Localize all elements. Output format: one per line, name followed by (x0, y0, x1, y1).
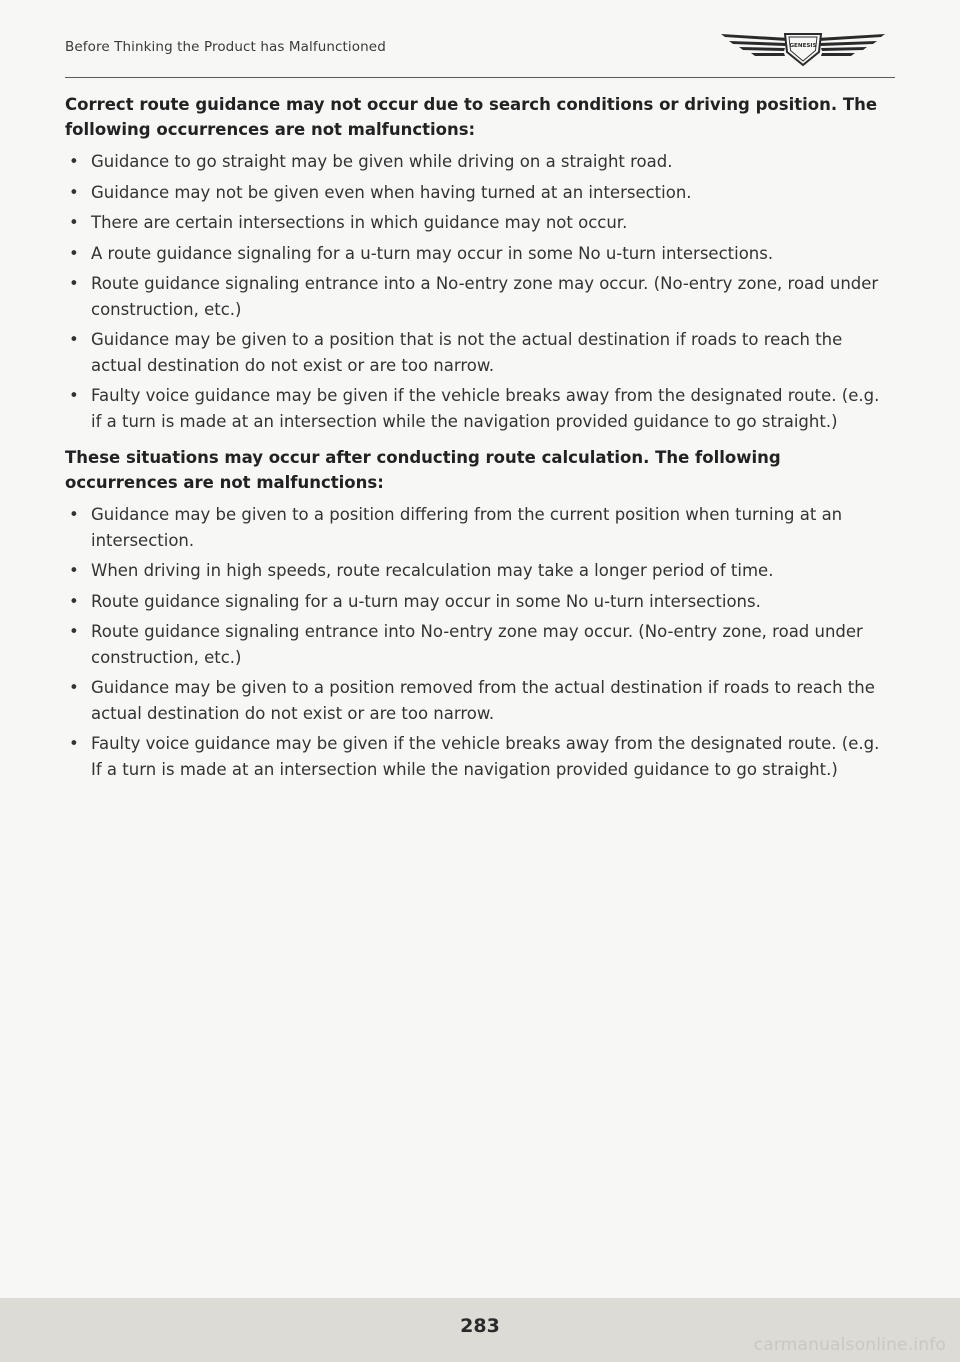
page-header (65, 28, 895, 78)
bullet-icon: • (69, 622, 79, 641)
list-item (65, 327, 890, 378)
list-item-text: Guidance may not be given even when having turned at an intersection. (91, 182, 692, 202)
header-title: Before Thinking the Product has Malfunctioned (65, 39, 386, 55)
list-item (65, 619, 890, 670)
list-item-text: Route guidance signaling entrance into No-entry zone may occur. (No-entry zone, road under construction, etc.) (91, 622, 863, 667)
list-item (65, 241, 890, 267)
list-item-text: A route guidance signaling for a u-turn may occur in some No u-turn intersections. (91, 243, 774, 263)
list-item (65, 210, 890, 236)
bullet-icon: • (69, 213, 79, 232)
section-heading: Correct route guidance may not occur due to search conditions or driving position. The following occurrences are not malfunctions: (65, 95, 878, 139)
list-item (65, 180, 890, 206)
section-heading: These situations may occur after conducting route calculation. The following occurrences are not malfunctions: (65, 448, 781, 492)
bullet-icon: • (69, 561, 79, 580)
list-item (65, 383, 890, 434)
list-item (65, 675, 890, 726)
content (65, 92, 890, 787)
bullet-icon: • (69, 591, 79, 611)
bullet-icon: • (69, 386, 79, 405)
section-1 (65, 92, 890, 434)
watermark: carmanualsonline.info (753, 1335, 946, 1355)
bullet-icon: • (69, 152, 79, 171)
list-item (65, 731, 890, 782)
section-2 (65, 445, 890, 782)
bullet-icon: • (69, 678, 79, 697)
bullet-icon: • (69, 182, 79, 202)
list-item-text: There are certain intersections in which guidance may not occur. (91, 213, 628, 232)
genesis-logo (719, 28, 887, 68)
logo-text: GENESIS (789, 43, 817, 49)
bullet-icon: • (69, 243, 79, 263)
list-item (65, 271, 890, 322)
bullet-icon: • (69, 505, 79, 524)
list-item (65, 502, 890, 553)
bullet-icon: • (69, 330, 79, 349)
list-item-text: Route guidance signaling entrance into a No-entry zone may occur. (No-entry zone, road under construction, etc.) (91, 274, 879, 319)
list-item (65, 558, 890, 584)
bullet-list (65, 502, 890, 782)
list-item-text: When driving in high speeds, route recalculation may take a longer period of time. (91, 561, 774, 580)
list-item-text: Guidance may be given to a position differing from the current position when turning at an intersection. (91, 505, 843, 550)
list-item-text: Faulty voice guidance may be given if the vehicle breaks away from the designated route. (e.g. if a turn is made at an intersection while the navigation provided guidance to go straight.) (91, 386, 880, 431)
footer-bar (0, 1298, 960, 1362)
list-item (65, 149, 890, 175)
page-number: 283 (460, 1315, 500, 1337)
list-item-text: Guidance to go straight may be given while driving on a straight road. (91, 152, 673, 171)
bullet-icon: • (69, 274, 79, 293)
list-item-text: Faulty voice guidance may be given if the vehicle breaks away from the designated route. (e.g. If a turn is made at an intersection while the navigation provided guidance to go straight.) (91, 734, 880, 779)
bullet-list (65, 149, 890, 434)
list-item-text: Route guidance signaling for a u-turn may occur in some No u-turn intersections. (91, 591, 761, 611)
list-item (65, 589, 890, 615)
list-item-text: Guidance may be given to a position that is not the actual destination if roads to reach the actual destination do not exist or are too narrow. (91, 330, 843, 375)
bullet-icon: • (69, 734, 79, 753)
header-rule (65, 77, 895, 78)
list-item-text: Guidance may be given to a position removed from the actual destination if roads to reach the actual destination do not exist or are too narrow. (91, 678, 875, 723)
